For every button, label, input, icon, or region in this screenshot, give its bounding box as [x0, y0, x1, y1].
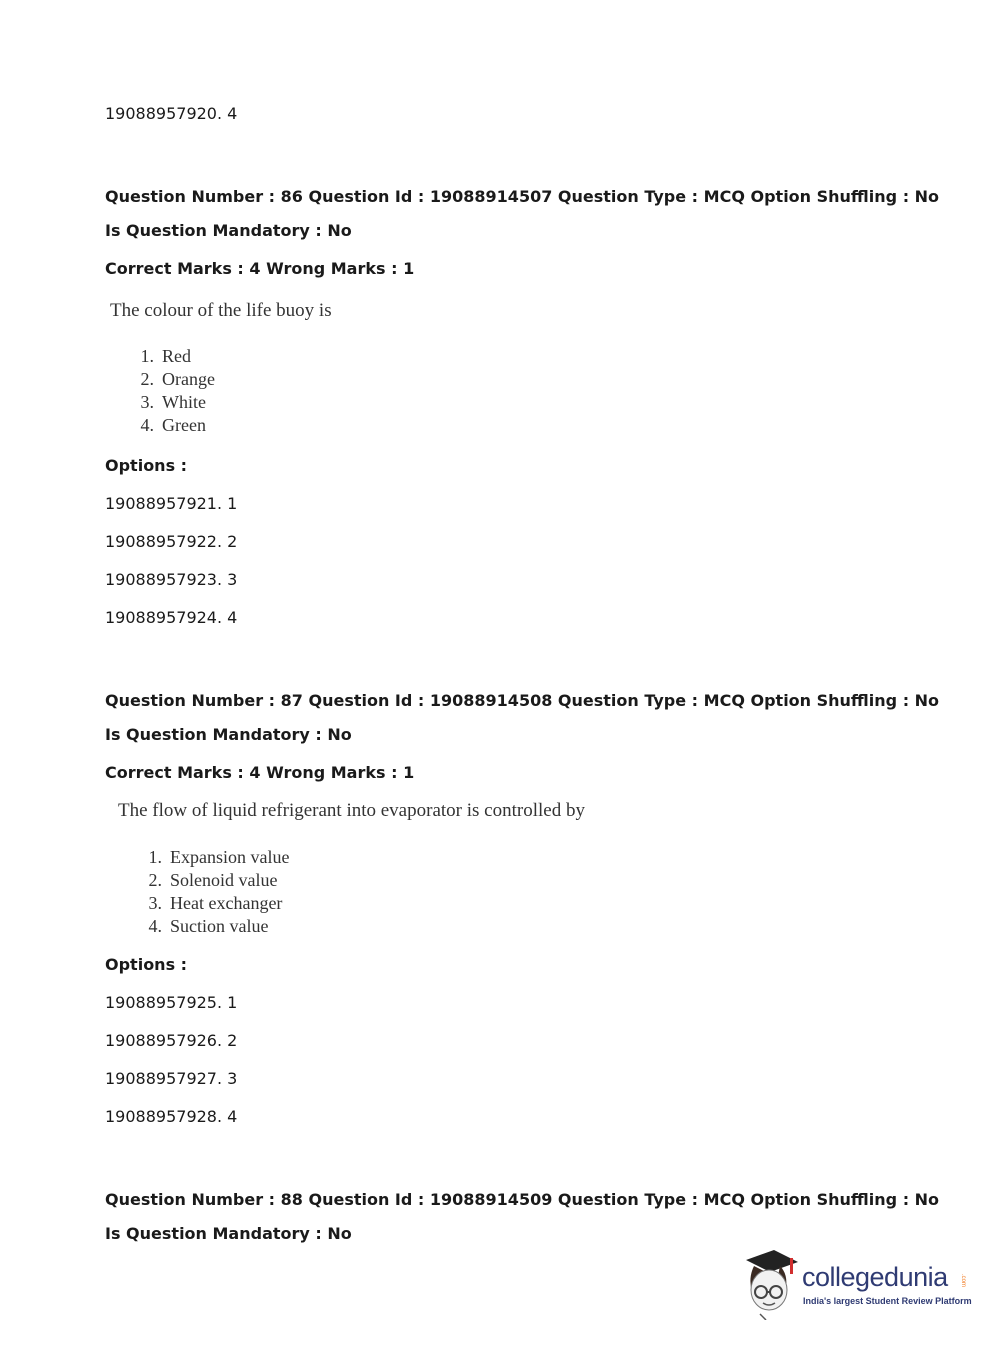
question-87-options-label: Options : — [105, 955, 188, 974]
option-id: 19088957927. 3 — [105, 1069, 238, 1088]
question-87-header: Question Number : 87 Question Id : 19088914508 Question Type : MCQ Option Shuffling : No — [105, 691, 940, 710]
logo-wordmark: collegedunia — [802, 1262, 948, 1292]
question-86-mandatory: Is Question Mandatory : No — [105, 221, 352, 240]
logo-tagline: India's largest Student Review Platform — [803, 1296, 972, 1306]
collegedunia-logo — [740, 1248, 980, 1320]
option-id: 19088957921. 1 — [105, 494, 238, 513]
choice-item: 1. Expansion value — [148, 847, 290, 867]
choice-item: 2. Solenoid value — [148, 870, 278, 890]
option-id: 19088957928. 4 — [105, 1107, 238, 1126]
question-87-text: The flow of liquid refrigerant into evaporator is controlled by — [118, 800, 585, 821]
choice-item: 4. Green — [140, 415, 206, 435]
option-id: 19088957926. 2 — [105, 1031, 238, 1050]
question-86-text: The colour of the life buoy is — [110, 300, 332, 321]
logo-com: .com — [960, 1274, 966, 1288]
question-86-choices — [124, 345, 215, 437]
choice-item: 1. Red — [140, 346, 191, 366]
question-87-mandatory: Is Question Mandatory : No — [105, 725, 352, 744]
choice-item: 4. Suction value — [148, 916, 269, 936]
mascot-icon — [740, 1248, 802, 1320]
option-id: 19088957924. 4 — [105, 608, 238, 627]
previous-option: 19088957920. 4 — [105, 104, 238, 123]
question-86-marks: Correct Marks : 4 Wrong Marks : 1 — [105, 259, 415, 278]
question-86-header: Question Number : 86 Question Id : 19088914507 Question Type : MCQ Option Shuffling : No — [105, 187, 940, 206]
question-87-marks: Correct Marks : 4 Wrong Marks : 1 — [105, 763, 415, 782]
choice-item: 2. Orange — [140, 369, 215, 389]
option-id: 19088957923. 3 — [105, 570, 238, 589]
choice-item: 3. White — [140, 392, 206, 412]
question-87-choices — [132, 846, 289, 938]
question-86-options-label: Options : — [105, 456, 188, 475]
option-id: 19088957925. 1 — [105, 993, 238, 1012]
option-id: 19088957922. 2 — [105, 532, 238, 551]
question-88-mandatory: Is Question Mandatory : No — [105, 1224, 352, 1243]
question-88-header: Question Number : 88 Question Id : 19088914509 Question Type : MCQ Option Shuffling : No — [105, 1190, 940, 1209]
choice-item: 3. Heat exchanger — [148, 893, 283, 913]
